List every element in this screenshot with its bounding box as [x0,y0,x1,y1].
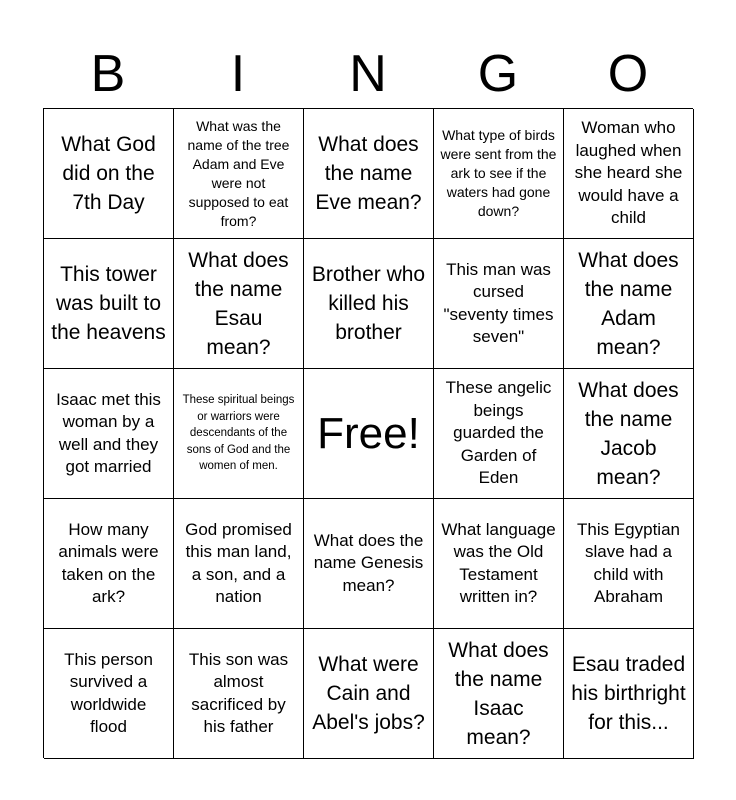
cell-text: This son was almost sacrificed by his father [188,649,289,736]
cell-text: What does the name Genesis mean? [313,530,424,595]
cell-text: What does the name Eve mean? [315,133,422,214]
bingo-cell[interactable] [44,499,174,629]
bingo-cell[interactable] [174,629,304,759]
bingo-cell[interactable] [304,239,434,369]
header-letter-n: N [349,45,387,103]
bingo-cell[interactable] [174,239,304,369]
cell-text: This tower was built to the heavens [51,263,166,344]
bingo-cell[interactable] [434,109,564,239]
bingo-cell[interactable] [434,369,564,499]
cell-text: This person survived a worldwide flood [64,649,153,736]
bingo-cell[interactable] [434,499,564,629]
bingo-cell[interactable] [44,239,174,369]
bingo-cell[interactable] [44,369,174,499]
cell-text: How many animals were taken on the ark? [58,519,159,606]
cell-text: God promised this man land, a son, and a nation [185,519,292,606]
bingo-cell[interactable] [304,629,434,759]
cell-text: What does the name Jacob mean? [578,378,679,489]
bingo-cell[interactable] [174,499,304,629]
bingo-header [43,40,693,108]
cell-text: Esau traded his birthright for this... [571,653,686,734]
bingo-cell[interactable] [564,629,694,759]
free-space-label: Free! [317,408,420,458]
bingo-cell[interactable] [564,239,694,369]
free-space[interactable] [304,369,434,499]
cell-text: What God did on the 7th Day [61,133,156,214]
bingo-cell[interactable] [564,109,694,239]
bingo-cell[interactable] [564,499,694,629]
bingo-cell[interactable] [434,239,564,369]
cell-text: What was the name of the tree Adam and Eve were not supposed to eat from? [187,117,290,229]
cell-text: What does the name Esau mean? [188,248,289,359]
bingo-cell[interactable] [174,109,304,239]
bingo-cell[interactable] [174,369,304,499]
cell-text: What type of birds were sent from the ark to see if the waters had gone down? [440,127,557,219]
bingo-cell[interactable] [434,629,564,759]
cell-text: Brother who killed his brother [311,263,426,344]
bingo-cell[interactable] [304,109,434,239]
cell-text: What were Cain and Abel's jobs? [312,653,425,734]
cell-text: This man was cursed "seventy times seven" [443,259,554,346]
bingo-cell[interactable] [304,499,434,629]
cell-text: This Egyptian slave had a child with Abraham [577,519,680,606]
header-letter-b: B [90,45,126,103]
bingo-board [43,108,693,758]
cell-text: Woman who laughed when she heard she would have a child [574,118,683,228]
header-letter-g: G [477,45,519,103]
cell-text: What does the name Isaac mean? [448,638,549,749]
cell-text: These spiritual beings or warriors were descendants of the sons of God and the women of men. [182,394,295,473]
header-letter-o: O [607,45,649,103]
header-letter-i: I [230,45,246,103]
cell-text: Isaac met this woman by a well and they got married [56,389,161,476]
cell-text: What language was the Old Testament written in? [441,519,556,606]
cell-text: These angelic beings guarded the Garden of Eden [445,378,552,488]
cell-text: What does the name Adam mean? [578,248,679,359]
bingo-cell[interactable] [44,109,174,239]
bingo-cell[interactable] [44,629,174,759]
bingo-cell[interactable] [564,369,694,499]
